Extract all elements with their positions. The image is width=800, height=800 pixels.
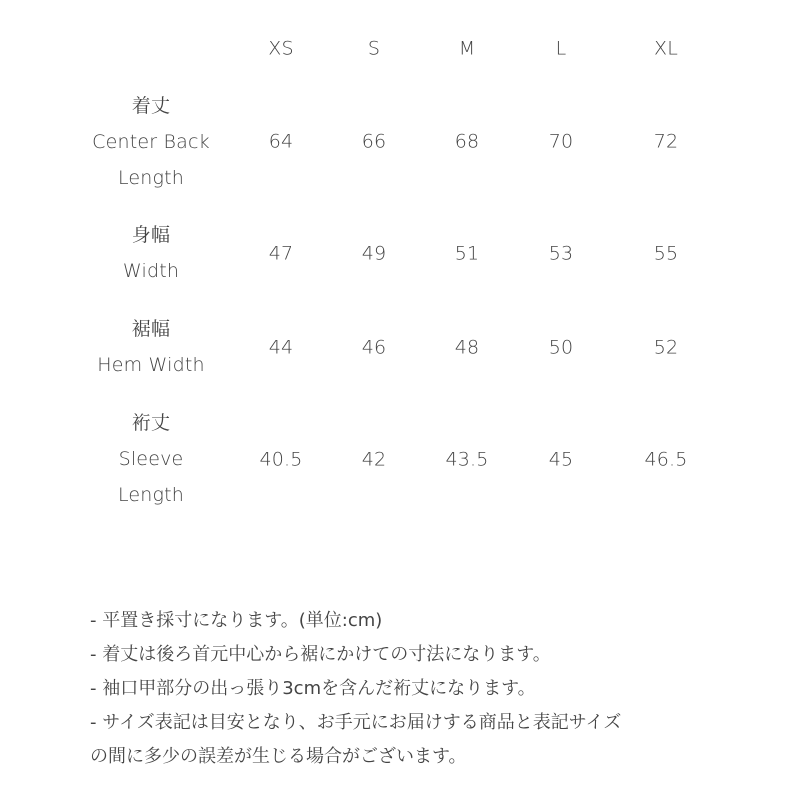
value-hem-width-xs: 44: [268, 336, 294, 359]
size-notes: [90, 604, 770, 774]
value-sleeve-length-xl: 46.5: [644, 448, 688, 471]
note-measurement-method: - 平置き採寸になります。(単位:cm): [90, 610, 383, 631]
value-center-back-length-m: 68: [454, 130, 480, 153]
size-header-xs: XS: [268, 37, 294, 60]
value-sleeve-length-m: 43.5: [445, 448, 489, 471]
note-size-tolerance-continued: の間に多少の誤差が生じる場合がございます。: [90, 746, 467, 767]
note-center-back-length: - 着丈は後ろ首元中心から裾にかけての寸法になります。: [90, 644, 551, 665]
row-label-width: [123, 217, 179, 289]
row-label-ja: 身幅: [131, 224, 171, 246]
size-header-m: M: [458, 37, 476, 60]
size-header-s: S: [367, 37, 381, 60]
row-label-en: Sleeve Length: [117, 448, 185, 506]
value-center-back-length-xs: 64: [268, 130, 294, 153]
value-hem-width-xl: 52: [653, 336, 679, 359]
note-sleeve-length: - 袖口甲部分の出っ張り3cmを含んだ裄丈になります。: [90, 678, 536, 699]
value-width-m: 51: [454, 242, 480, 265]
value-width-xl: 55: [653, 242, 679, 265]
row-label-en: Hem Width: [97, 354, 205, 376]
row-label-hem-width: [97, 311, 205, 383]
size-header-xl: XL: [653, 37, 679, 60]
value-sleeve-length-xs: 40.5: [259, 448, 303, 471]
row-label-en: Center Back Length: [92, 131, 210, 189]
value-width-l: 53: [548, 242, 574, 265]
value-sleeve-length-s: 42: [361, 448, 387, 471]
value-hem-width-m: 48: [454, 336, 480, 359]
row-label-center-back-length: [92, 88, 210, 196]
value-center-back-length-s: 66: [361, 130, 387, 153]
row-label-ja: 着丈: [131, 95, 171, 117]
row-label-ja: 裄丈: [131, 412, 171, 434]
size-header-l: L: [555, 37, 567, 60]
value-hem-width-l: 50: [548, 336, 574, 359]
note-size-tolerance: - サイズ表記は目安となり、お手元にお届けする商品と表記サイズ: [90, 712, 622, 733]
value-center-back-length-xl: 72: [653, 130, 679, 153]
value-width-xs: 47: [268, 242, 294, 265]
value-hem-width-s: 46: [361, 336, 387, 359]
value-width-s: 49: [361, 242, 387, 265]
row-label-sleeve-length: [118, 405, 184, 513]
value-sleeve-length-l: 45: [548, 448, 574, 471]
row-label-en: Width: [122, 260, 180, 282]
row-label-ja: 裾幅: [131, 318, 171, 340]
value-center-back-length-l: 70: [548, 130, 574, 153]
